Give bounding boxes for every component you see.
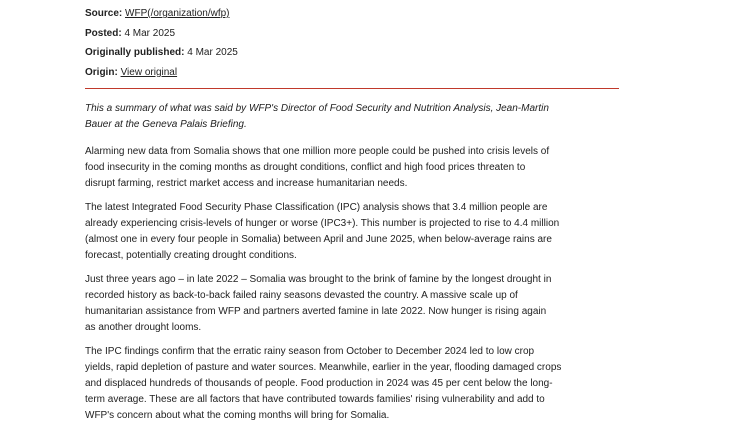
metadata-partial-line	[85, 0, 238, 5]
metadata-origin	[85, 64, 238, 84]
view-original-link[interactable]: View original	[120, 66, 178, 78]
originally-published-label: Originally published:	[85, 47, 185, 58]
section-divider	[85, 88, 619, 89]
metadata-partial-text	[85, 0, 174, 4]
body-paragraph-1: Alarming new data from Somalia shows that one million more people could be pushed into crisis levels of food insecurity in the coming months as drought conditions, conflict and high food prices threaten to disrupt farming, restrict market access and increase humanitarian needs.	[85, 146, 550, 189]
metadata-originally-published	[85, 44, 238, 64]
metadata-posted	[85, 25, 238, 45]
posted-label: Posted:	[85, 27, 122, 39]
metadata-source	[85, 5, 238, 25]
body-paragraph-2: The latest Integrated Food Security Phase Classification (IPC) analysis shows that 3.4 million people are already experiencing crisis-levels of hunger or worse (IPC3+). This number is projected to rise to 4.4 million (almost one in every four people in Somalia) between April and June 2025, when below-average rains are forecast, potentially creating drought conditions.	[85, 202, 560, 261]
body-paragraph-4: The IPC findings confirm that the erratic rainy season from October to December 2024 led to low crop yields, rapid depletion of pasture and water sources. Meanwhile, earlier in the year, flooding damaged crops and displaced hundreds of thousands of people. Food production in 2024 was 45 per cent below the long- term average. These are all factors that have contributed towards families' rising vulnerability and add to WFP's concern about what the coming months will bring for Somalia.	[85, 346, 562, 421]
article-body	[85, 101, 630, 432]
source-label: Source:	[85, 8, 123, 19]
source-link[interactable]: WFP(/organization/wfp)	[125, 8, 230, 19]
intro-paragraph: This a summary of what was said by WFP's Director of Food Security and Nutrition Analysis, Jean-Martin Bauer at the Geneva Palais Briefing.	[85, 103, 549, 130]
posted-value: 4 Mar 2025	[124, 27, 176, 39]
origin-label: Origin:	[85, 66, 118, 78]
body-paragraph-3: Just three years ago – in late 2022 – Somalia was brought to the brink of famine by the longest drought in recorded history as back-to-back failed rainy seasons devasted the country. A massive scale up of humanitarian assistance from WFP and partners averted famine in late 2022. Now hunger is rising again as another drought looms.	[85, 274, 552, 333]
originally-published-value: 4 Mar 2025	[187, 47, 238, 58]
metadata-block	[85, 0, 238, 83]
